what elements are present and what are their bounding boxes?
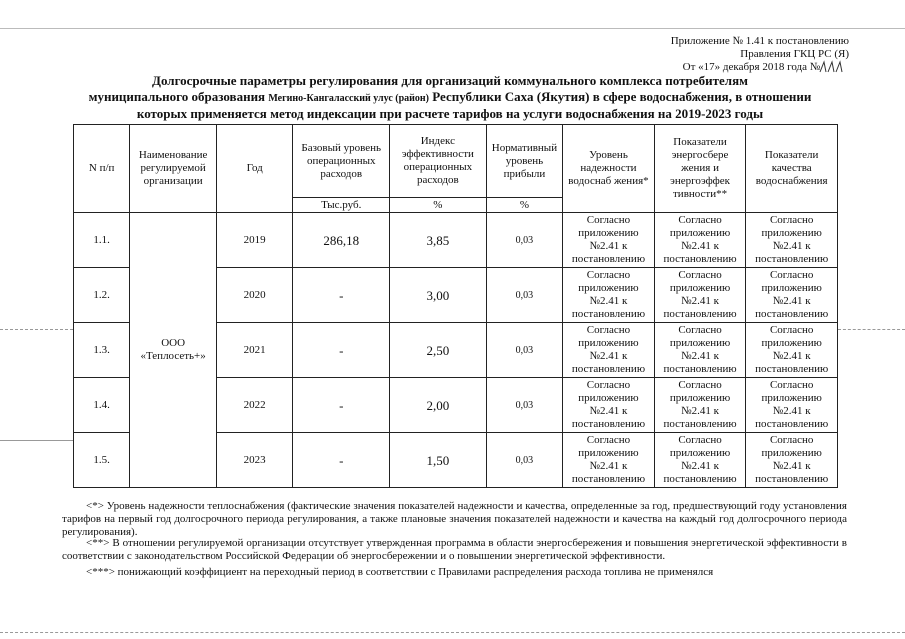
row-year: 2022 bbox=[216, 378, 293, 433]
row-base: 286,18 bbox=[293, 213, 390, 268]
row-quality: Согласно приложению №2.41 к постановлению bbox=[746, 433, 838, 488]
col-reliability-header: Уровень надежности водоснаб жения* bbox=[563, 125, 655, 213]
row-index: 3,00 bbox=[390, 268, 487, 323]
row-year: 2020 bbox=[216, 268, 293, 323]
row-index: 2,00 bbox=[390, 378, 487, 433]
row-year: 2023 bbox=[216, 433, 293, 488]
row-energy: Согласно приложению №2.41 к постановлению bbox=[654, 378, 746, 433]
row-base: - bbox=[293, 378, 390, 433]
row-year: 2021 bbox=[216, 323, 293, 378]
row-base: - bbox=[293, 268, 390, 323]
parameters-table bbox=[73, 124, 838, 488]
scan-line bbox=[838, 329, 905, 330]
row-num: 1.5. bbox=[74, 433, 130, 488]
table-row bbox=[74, 213, 838, 268]
row-num: 1.3. bbox=[74, 323, 130, 378]
row-reliability: Согласно приложению №2.41 к постановлению bbox=[563, 268, 655, 323]
title-part-b: Республики Саха (Якутия) в сфере водоснабжения, в отношении bbox=[432, 89, 812, 104]
row-profit: 0,03 bbox=[486, 433, 563, 488]
title-district: Мегино-Кангаласский улус (район) bbox=[268, 93, 430, 104]
scan-line bbox=[0, 440, 73, 441]
row-quality: Согласно приложению №2.41 к постановлению bbox=[746, 213, 838, 268]
row-num: 1.1. bbox=[74, 213, 130, 268]
col-year-header: Год bbox=[216, 125, 293, 213]
doc-title-line3: которых применяется метод индексации при расчете тарифов на услуги водоснабжения на 2019-2023 годы bbox=[136, 106, 764, 121]
row-profit: 0,03 bbox=[486, 323, 563, 378]
unit-base: Тыс.руб. bbox=[293, 198, 390, 213]
title-part-a: муниципального образования bbox=[88, 89, 266, 104]
row-base: - bbox=[293, 323, 390, 378]
col-profit-header: Нормативный уровень прибыли bbox=[486, 125, 563, 198]
organization-name: ООО «Теплосеть+» bbox=[130, 213, 217, 488]
scan-line bbox=[0, 632, 905, 633]
col-energy-header: Показатели энергосбере жения и энергоэффек тивности** bbox=[654, 125, 746, 213]
row-base: - bbox=[293, 433, 390, 488]
row-quality: Согласно приложению №2.41 к постановлению bbox=[746, 323, 838, 378]
annex-line: Приложение № 1.41 к постановлению bbox=[670, 35, 849, 47]
row-reliability: Согласно приложению №2.41 к постановлению bbox=[563, 433, 655, 488]
col-quality-header: Показатели качества водоснабжения bbox=[746, 125, 838, 213]
row-index: 2,50 bbox=[390, 323, 487, 378]
unit-index: % bbox=[390, 198, 487, 213]
row-reliability: Согласно приложению №2.41 к постановлению bbox=[563, 323, 655, 378]
row-quality: Согласно приложению №2.41 к постановлению bbox=[746, 378, 838, 433]
col-num-header: N п/п bbox=[74, 125, 130, 213]
row-index: 1,50 bbox=[390, 433, 487, 488]
row-reliability: Согласно приложению №2.41 к постановлению bbox=[563, 378, 655, 433]
footnote-reliability: <*> Уровень надежности теплоснабжения (фактические значения показателей надежности и качества, определенные за год, предшествующий году установления тарифов на первый год долгосрочного периода регулирования, а также плановые значения показателей надежности и качества на каждый год долгосрочного периода регулирования). bbox=[62, 500, 847, 538]
footnote-energy: <**> В отношении регулируемой организации отсутствует утвержденная программа в области энергосбережения и повышения энергетической эффективности в соответствии с законодательством Российской Федерации об энергосбережении и о повышении энергетической эффективности. bbox=[62, 537, 847, 562]
col-base-header: Базовый уровень операционных расходов bbox=[293, 125, 390, 198]
header-row bbox=[74, 125, 838, 198]
row-energy: Согласно приложению №2.41 к постановлению bbox=[654, 213, 746, 268]
scan-line bbox=[0, 28, 905, 29]
doc-title-line2 bbox=[40, 89, 860, 106]
row-index: 3,85 bbox=[390, 213, 487, 268]
row-num: 1.4. bbox=[74, 378, 130, 433]
doc-title-line1: Долгосрочные параметры регулирования для организаций коммунального комплекса потребителям bbox=[152, 73, 748, 88]
date-text: От «17» декабря 2018 года № bbox=[682, 61, 823, 73]
row-quality: Согласно приложению №2.41 к постановлению bbox=[746, 268, 838, 323]
row-energy: Согласно приложению №2.41 к постановлению bbox=[654, 433, 746, 488]
row-year: 2019 bbox=[216, 213, 293, 268]
unit-profit: % bbox=[486, 198, 563, 213]
row-num: 1.2. bbox=[74, 268, 130, 323]
row-profit: 0,03 bbox=[486, 378, 563, 433]
row-energy: Согласно приложению №2.41 к постановлению bbox=[654, 268, 746, 323]
row-energy: Согласно приложению №2.41 к постановлению bbox=[654, 323, 746, 378]
row-reliability: Согласно приложению №2.41 к постановлению bbox=[563, 213, 655, 268]
col-org-header: Наименование регулируемой организации bbox=[130, 125, 217, 213]
board-line: Правления ГКЦ РС (Я) bbox=[740, 48, 849, 60]
row-profit: 0,03 bbox=[486, 213, 563, 268]
col-index-header: Индекс эффективности операционных расходов bbox=[390, 125, 487, 198]
row-profit: 0,03 bbox=[486, 268, 563, 323]
footnote-coefficient: <***> понижающий коэффициент на переходный период в соответствии с Правилами распределения расхода топлива не применялся bbox=[86, 566, 714, 578]
scan-line bbox=[0, 329, 73, 330]
